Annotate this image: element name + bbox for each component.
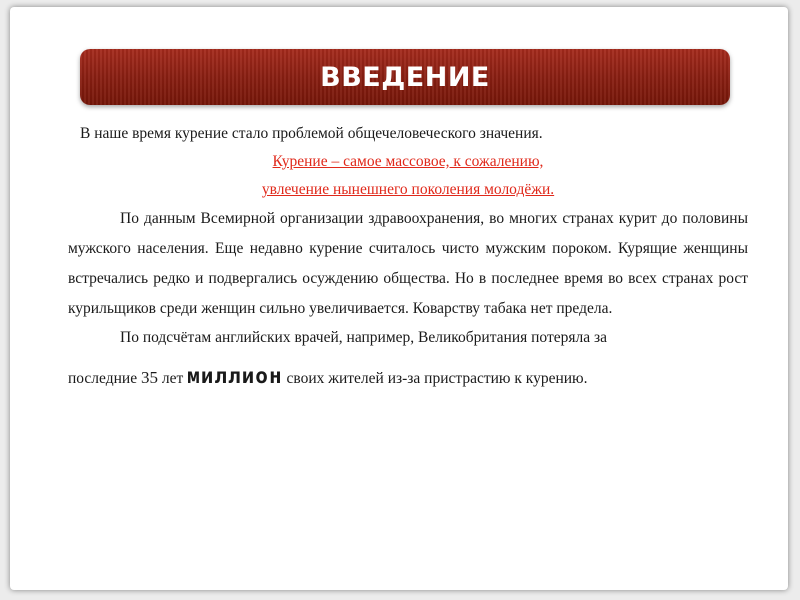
slide-title: ВВЕДЕНИЕ (320, 61, 490, 93)
highlight-line-2: увлечение нынешнего поколения молодёжи. (261, 181, 555, 198)
intro-text: В наше время курение стало проблемой общечеловеческого значения. (80, 125, 543, 142)
years-number: 35 (140, 368, 158, 387)
uk-prefix-text: последние (68, 370, 141, 387)
highlight-line-1: Курение – самое массовое, к сожалению, (272, 153, 544, 170)
paragraph-uk-statistics-line2 (68, 360, 748, 395)
slide-body (68, 120, 748, 395)
paragraph-uk-statistics-line1: По подсчётам английских врачей, например, Великобритания потеряла за (120, 329, 607, 346)
paragraph-who-statistics: По данным Всемирной организации здравоохранения, во многих странах курит до половины мужского населения. Еще недавно курение считалось чисто мужским пороком. Курящие женщины встречались редко и подвергались осуждению общества. Но в последнее время во всех странах рост курильщиков среди женщин сильно увеличивается. Коварству табака нет предела. (68, 210, 748, 317)
uk-mid-text: лет (157, 370, 188, 387)
million-word: миллион (187, 364, 283, 388)
title-banner (80, 49, 730, 105)
uk-suffix-text: своих жителей из-за пристрастию к курению. (282, 370, 588, 387)
